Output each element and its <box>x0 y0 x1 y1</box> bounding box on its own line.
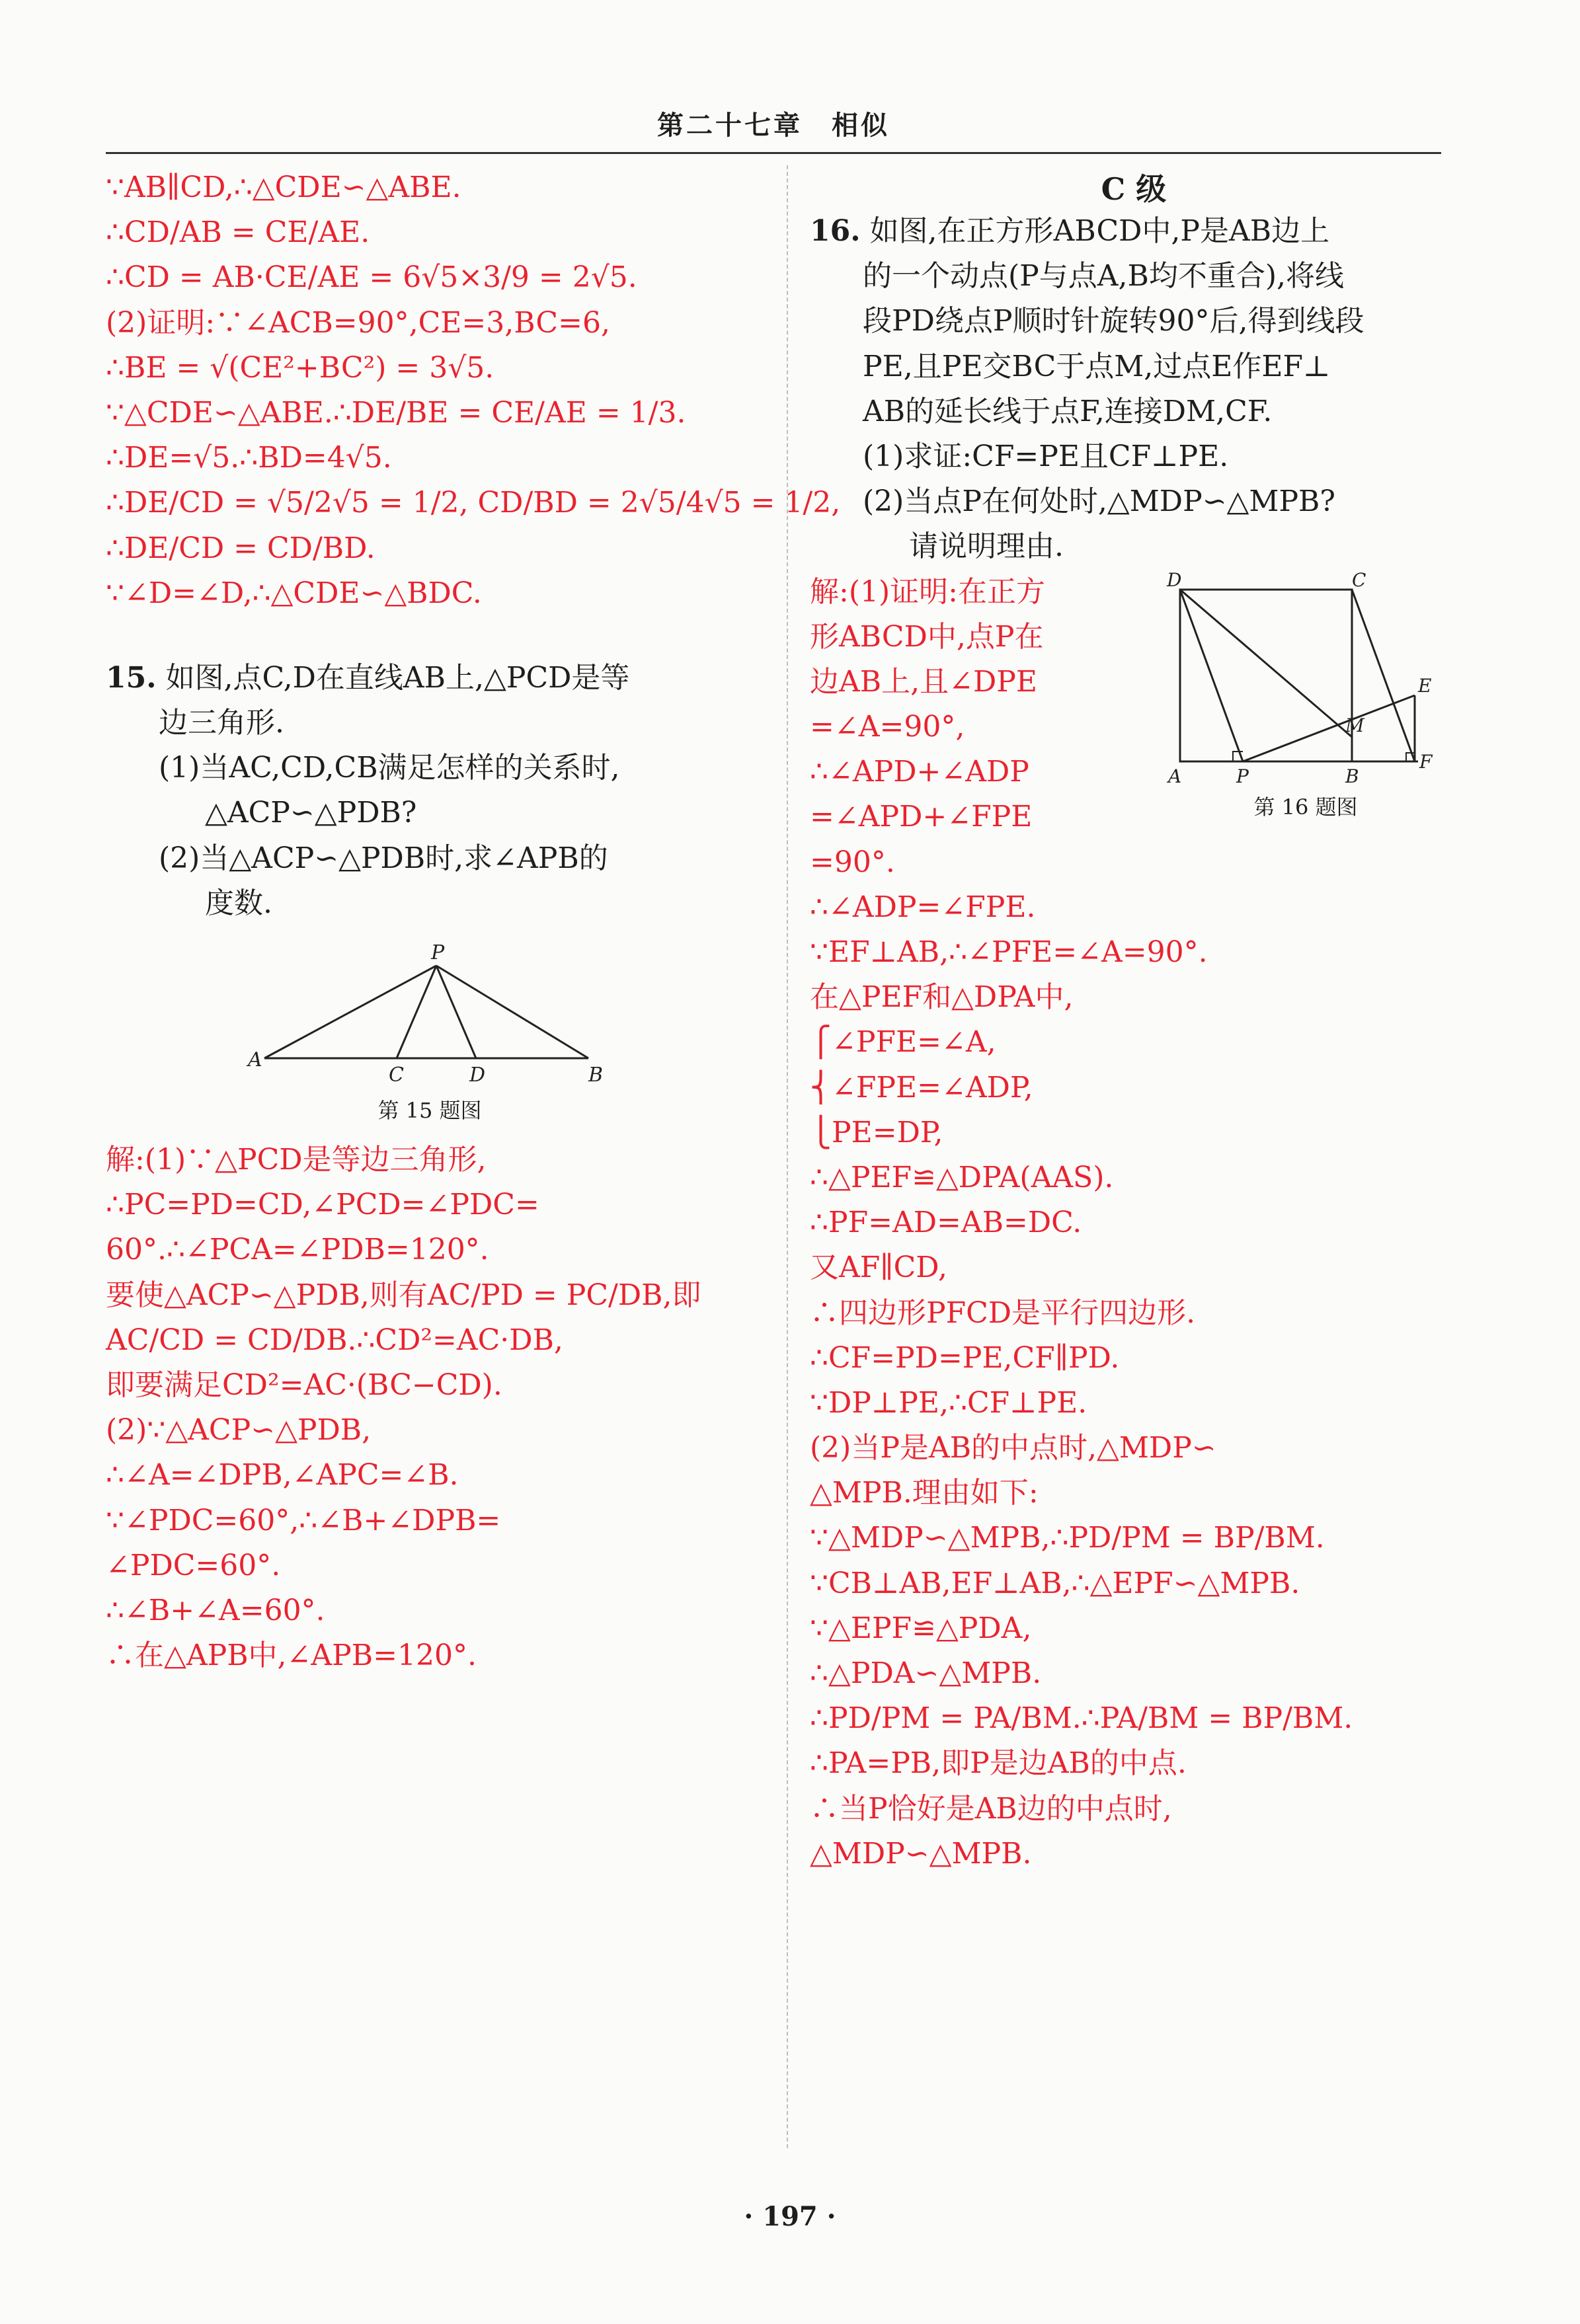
question-part: (2)当△ACP∽△PDB时,求∠APB的 <box>159 841 608 875</box>
solution-line: 解:(1)∵△PCD是等边三角形, <box>106 1143 487 1177</box>
solution-line: ∠PDC=60°. <box>106 1548 281 1582</box>
label-B: B <box>588 1064 604 1087</box>
question-text: 如图,点C,D在直线AB上,△PCD是等 <box>165 660 630 695</box>
solution-line: ∴∠APD+∠ADP <box>810 755 1029 789</box>
square-diagram <box>1154 570 1458 788</box>
solution-line: ∵△MDP∽△MPB,∴PD/PM = BP/BM. <box>810 1521 1325 1555</box>
label-P: P <box>1236 765 1249 787</box>
label-C: C <box>1352 569 1366 591</box>
chapter-title: 第二十七章 相似 <box>657 110 890 141</box>
answer-line: ∴DE/CD = CD/BD. <box>106 531 375 565</box>
solution-line: ∴∠A=∠DPB,∠APC=∠B. <box>106 1458 459 1492</box>
question-part: (2)当点P在何处时,△MDP∽△MPB? <box>863 484 1335 519</box>
figure-15 <box>106 939 754 1124</box>
solution-line: (2)当P是AB的中点时,△MDP∽ <box>810 1431 1216 1465</box>
question-15-stem <box>106 656 754 701</box>
solution-line: (2)∵△ACP∽△PDB, <box>106 1413 372 1448</box>
solution-line: ⎨∠FPE=∠ADP, <box>810 1070 1033 1104</box>
question-text: 段PD绕点P顺时针旋转90°后,得到线段 <box>863 304 1364 338</box>
answer-line: ∵△CDE∽△ABE.∴DE/BE = CE/AE = 1/3. <box>106 395 686 430</box>
label-D: D <box>469 1064 486 1087</box>
label-B: B <box>1345 765 1359 787</box>
answer-line: ∴DE=√5.∴BD=4√5. <box>106 441 392 475</box>
solution-line: 边AB上,且∠DPE <box>810 664 1037 699</box>
solution-line: ∵CB⊥AB,EF⊥AB,∴△EPF∽△MPB. <box>810 1566 1300 1600</box>
level-heading: C 级 <box>1101 171 1167 207</box>
question-part: 度数. <box>205 886 272 920</box>
solution-line: 60°.∴∠PCA=∠PDB=120°. <box>106 1233 489 1267</box>
solution-line: ∵EF⊥AB,∴∠PFE=∠A=90°. <box>810 935 1208 969</box>
answer-line: ∴CD/AB = CE/AE. <box>106 215 370 250</box>
question-part: 请说明理由. <box>909 529 1064 564</box>
figure-caption: 第 15 题图 <box>377 1098 482 1123</box>
answer-line: ∴CD = AB·CE/AE = 6√5×3/9 = 2√5. <box>106 260 637 295</box>
triangle-diagram <box>245 939 615 1091</box>
question-text: PE,且PE交BC于点M,过点E作EF⊥ <box>863 349 1331 383</box>
answer-line: ∴DE/CD = √5/2√5 = 1/2, CD/BD = 2√5/4√5 = 1/2, <box>106 486 841 520</box>
question-part: (1)当AC,CD,CB满足怎样的关系时, <box>159 751 620 785</box>
solution-line: ∴CF=PD=PE,CF∥PD. <box>810 1340 1120 1375</box>
question-number: 16. <box>810 214 861 248</box>
solution-line: ∴PA=PB,即P是边AB的中点. <box>810 1746 1187 1781</box>
solution-line: ∴PD/PM = PA/BM.∴PA/BM = BP/BM. <box>810 1701 1353 1736</box>
solution-line: 在△PEF和△DPA中, <box>810 980 1074 1015</box>
q16-solution-with-figure <box>810 570 1458 885</box>
question-text: AB的延长线于点F,连接DM,CF. <box>863 394 1273 428</box>
answer-line: (2)证明:∵∠ACB=90°,CE=3,BC=6, <box>106 305 610 340</box>
solution-line: ∴在△APB中,∠APB=120°. <box>106 1639 477 1673</box>
figure-caption: 第 16 题图 <box>1253 794 1358 820</box>
answer-line: ∵AB∥CD,∴△CDE∽△ABE. <box>106 171 461 204</box>
solution-line: ⎩PE=DP, <box>810 1115 943 1149</box>
q16-solution-side <box>810 570 1154 885</box>
label-P: P <box>431 941 445 964</box>
question-16-stem <box>810 209 1458 254</box>
solution-line: ∴∠B+∠A=60°. <box>106 1593 325 1627</box>
solution-line: ∵DP⊥PE,∴CF⊥PE. <box>810 1385 1087 1420</box>
label-A: A <box>1168 765 1182 787</box>
solution-line: △MDP∽△MPB. <box>810 1836 1032 1871</box>
answer-line: ∵∠D=∠D,∴△CDE∽△BDC. <box>106 576 482 610</box>
solution-line: △MPB.理由如下: <box>810 1476 1039 1510</box>
label-C: C <box>389 1064 404 1087</box>
question-number: 15. <box>106 660 157 695</box>
solution-line: 即要满足CD²=AC·(BC−CD). <box>106 1368 502 1402</box>
answer-line: ∴BE = √(CE²+BC²) = 3√5. <box>106 350 494 385</box>
solution-line: =90°. <box>810 845 895 879</box>
solution-line: 形ABCD中,点P在 <box>810 619 1044 654</box>
chapter-header <box>106 99 1441 154</box>
solution-line: =∠A=90°, <box>810 710 965 744</box>
label-D: D <box>1167 569 1182 591</box>
question-text: 如图,在正方形ABCD中,P是AB边上 <box>869 214 1330 248</box>
solution-line: ∴△PDA∽△MPB. <box>810 1656 1042 1690</box>
label-A: A <box>248 1048 262 1071</box>
solution-line: ∴当P恰好是AB边的中点时, <box>810 1791 1172 1826</box>
question-text: 的一个动点(P与点A,B均不重合),将线 <box>863 259 1345 293</box>
figure-16 <box>1154 570 1458 885</box>
solution-line: 又AF∥CD, <box>810 1251 947 1285</box>
solution-line: ∵∠PDC=60°,∴∠B+∠DPB= <box>106 1503 501 1537</box>
column-divider <box>787 165 788 2148</box>
solution-line: ∵△EPF≌△PDA, <box>810 1611 1032 1645</box>
label-M: M <box>1345 714 1364 736</box>
label-F: F <box>1419 750 1433 773</box>
solution-line: ∴∠ADP=∠FPE. <box>810 890 1036 924</box>
right-column <box>810 165 1458 1877</box>
solution-line: ∴PC=PD=CD,∠PCD=∠PDC= <box>106 1188 539 1222</box>
solution-line: ∴△PEF≌△DPA(AAS). <box>810 1160 1114 1194</box>
solution-line: 要使△ACP∽△PDB,则有AC/PD = PC/DB,即 <box>106 1278 701 1312</box>
solution-line: 解:(1)证明:在正方 <box>810 574 1045 609</box>
solution-line: ∴PF=AD=AB=DC. <box>810 1206 1082 1240</box>
solution-line: ⎧∠PFE=∠A, <box>810 1025 996 1060</box>
page-number: · 197 · <box>744 2201 836 2232</box>
question-text: 边三角形. <box>159 706 284 740</box>
question-part: (1)求证:CF=PE且CF⊥PE. <box>863 439 1229 473</box>
solution-line: AC/CD = CD/DB.∴CD²=AC·DB, <box>106 1323 563 1357</box>
solution-line: =∠APD+∠FPE <box>810 800 1033 834</box>
label-E: E <box>1418 674 1432 697</box>
solution-line: ∴四边形PFCD是平行四边形. <box>810 1296 1196 1330</box>
question-part: △ACP∽△PDB? <box>205 796 417 830</box>
